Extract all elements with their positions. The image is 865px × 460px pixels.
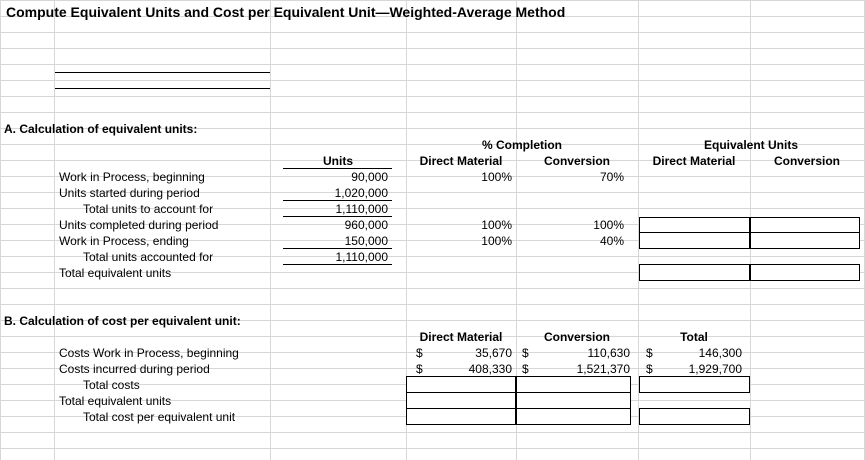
total-costs-total-input[interactable] — [639, 376, 750, 393]
cost-per-eq-unit-conv-input[interactable] — [516, 408, 631, 425]
row-label: Costs Work in Process, beginning — [59, 346, 239, 360]
equiv-units-header: Equivalent Units — [703, 138, 798, 152]
section-a-heading: A. Calculation of equivalent units: — [4, 122, 198, 136]
sheet-title: Compute Equivalent Units and Cost per Equivalent Unit—Weighted-Average Method — [6, 4, 566, 20]
currency-symbol: $ — [646, 362, 653, 376]
eq-units-wip-ending-conv-input[interactable] — [750, 232, 860, 249]
eq-dm-header: Direct Material — [652, 154, 736, 168]
b-dm-value: 35,670 — [475, 346, 512, 360]
b-dm-value: 408,330 — [468, 362, 512, 376]
units-rule — [283, 216, 392, 217]
currency-symbol: $ — [416, 362, 423, 376]
total-eq-units-dm-input[interactable] — [639, 264, 750, 281]
row-label: Work in Process, beginning — [59, 170, 205, 184]
section-b-heading: B. Calculation of cost per equivalent unit: — [4, 314, 241, 328]
row-label: Units completed during period — [59, 218, 219, 232]
row-label: Total costs — [83, 378, 140, 392]
total-costs-conv-input[interactable] — [516, 376, 631, 393]
cost-per-eq-unit-total-input[interactable] — [639, 408, 750, 425]
units-value: 90,000 — [351, 170, 388, 184]
units-value: 960,000 — [344, 218, 388, 232]
eq-units-wip-ending-dm-input[interactable] — [639, 232, 750, 249]
conv-pct-header: Conversion — [543, 154, 610, 168]
units-rule — [283, 168, 392, 169]
row-label: Total units to account for — [83, 202, 214, 216]
dm-pct-value: 100% — [481, 170, 512, 184]
eq-units-completed-conv-input[interactable] — [750, 217, 860, 233]
conv-pct-value: 100% — [593, 218, 624, 232]
b-dm-header: Direct Material — [419, 330, 503, 344]
currency-symbol: $ — [522, 362, 529, 376]
row-label: Units started during period — [59, 186, 200, 200]
eq-units-completed-dm-input[interactable] — [639, 217, 750, 233]
units-rule — [283, 200, 392, 201]
units-value: 150,000 — [344, 234, 388, 248]
units-rule — [283, 248, 392, 249]
pct-completion-header: % Completion — [482, 138, 562, 152]
units-header: Units — [323, 154, 353, 168]
conv-pct-value: 40% — [599, 234, 624, 248]
total-eq-units-b-dm-input[interactable] — [406, 392, 516, 409]
b-conv-value: 1,521,370 — [576, 362, 630, 376]
b-total-value: 146,300 — [698, 346, 742, 360]
units-value: 1,020,000 — [334, 186, 388, 200]
row-label: Total units accounted for — [83, 250, 214, 264]
eq-conv-header: Conversion — [773, 154, 840, 168]
units-rule — [283, 264, 392, 265]
units-value: 1,110,000 — [335, 250, 388, 264]
currency-symbol: $ — [416, 346, 423, 360]
date-input-line[interactable] — [55, 88, 270, 89]
conv-pct-value: 70% — [599, 170, 624, 184]
row-label: Costs incurred during period — [59, 362, 210, 376]
total-eq-units-conv-input[interactable] — [750, 264, 860, 281]
row-label: Total cost per equivalent unit — [83, 410, 236, 424]
dm-pct-header: Direct Material — [419, 154, 503, 168]
dm-pct-value: 100% — [481, 218, 512, 232]
b-total-header: Total — [680, 330, 708, 344]
name-input-line[interactable] — [55, 72, 270, 73]
currency-symbol: $ — [646, 346, 653, 360]
total-eq-units-b-conv-input[interactable] — [516, 392, 631, 409]
row-label: Work in Process, ending — [59, 234, 189, 248]
currency-symbol: $ — [522, 346, 529, 360]
row-label: Total equivalent units — [59, 266, 172, 280]
b-conv-header: Conversion — [543, 330, 610, 344]
row-label: Total equivalent units — [59, 394, 172, 408]
cost-per-eq-unit-dm-input[interactable] — [406, 408, 516, 425]
total-costs-dm-input[interactable] — [406, 376, 516, 393]
b-conv-value: 110,630 — [587, 346, 630, 360]
units-value: 1,110,000 — [335, 202, 388, 216]
dm-pct-value: 100% — [481, 234, 512, 248]
b-total-value: 1,929,700 — [688, 362, 742, 376]
